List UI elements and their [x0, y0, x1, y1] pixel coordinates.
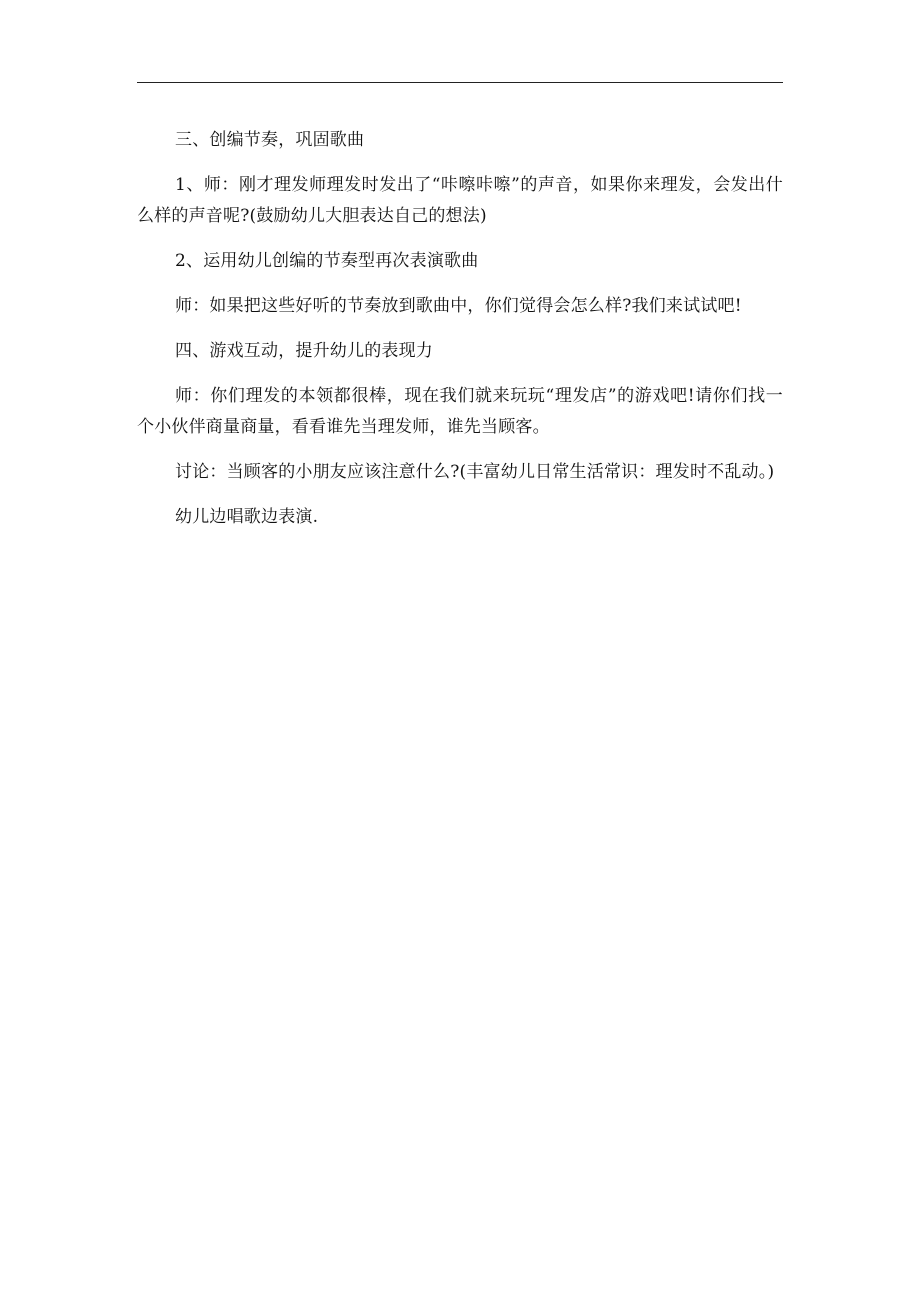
paragraph-discussion: 讨论：当顾客的小朋友应该注意什么?(丰富幼儿日常生活常识：理发时不乱动。)	[175, 462, 775, 482]
document-body	[137, 125, 783, 547]
header-rule	[137, 82, 783, 83]
paragraph-teacher-try: 师：如果把这些好听的节奏放到歌曲中，你们觉得会怎么样?我们来试试吧!	[175, 296, 742, 316]
paragraph-perform-song: 2、运用幼儿创编的节奏型再次表演歌曲	[175, 251, 479, 271]
section-heading-game-interaction: 四、游戏互动，提升幼儿的表现力	[175, 341, 433, 361]
section-heading-create-rhythm: 三、创编节奏，巩固歌曲	[175, 130, 365, 150]
paragraph-teacher-question: 1、师：刚才理发师理发时发出了“咔嚓咔嚓”的声音，如果你来理发，会发出什么样的声音呢?(鼓励幼儿大胆表达自己的想法)	[137, 175, 783, 226]
paragraph-barbershop-game: 师：你们理发的本领都很棒，现在我们就来玩玩“理发店”的游戏吧!请你们找一个小伙伴商量商量，看看谁先当理发师，谁先当顾客。	[137, 386, 783, 437]
paragraph-sing-and-perform: 幼儿边唱歌边表演.	[175, 507, 319, 527]
